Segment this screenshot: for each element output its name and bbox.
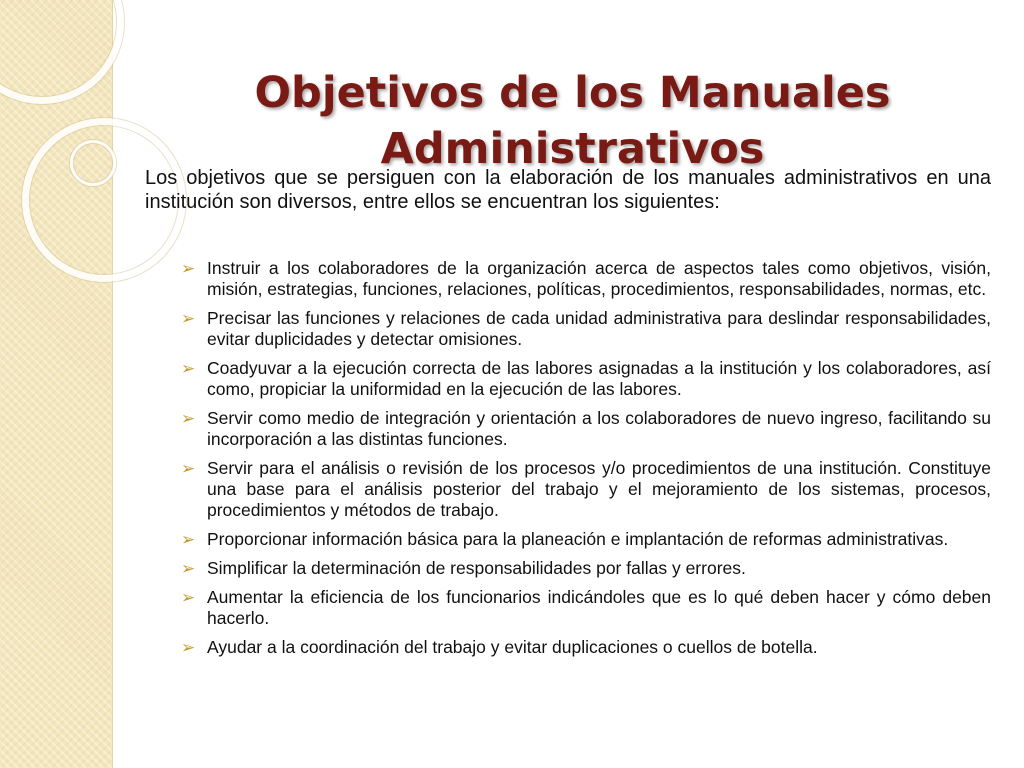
list-item-text: Servir como medio de integración y orientación a los colaboradores de nuevo ingreso, facilitando su incorporación a las distintas funciones.	[207, 408, 991, 449]
list-item-text: Aumentar la eficiencia de los funcionarios indicándoles que es lo qué deben hacer y cómo deben hacerlo.	[207, 587, 991, 628]
arrow-bullet-icon: ➢	[181, 259, 196, 278]
arrow-bullet-icon: ➢	[181, 530, 196, 549]
list-item-text: Simplificar la determinación de responsabilidades por fallas y errores.	[207, 558, 746, 578]
list-item	[145, 358, 991, 400]
list-item	[145, 558, 991, 579]
slide-content	[145, 166, 991, 666]
list-item-text: Coadyuvar a la ejecución correcta de las labores asignadas a la institución y los colaboradores, así como, propiciar la uniformidad en la ejecución de las labores.	[207, 358, 991, 399]
arrow-bullet-icon: ➢	[181, 588, 196, 607]
decorative-sidebar	[0, 0, 113, 768]
list-item	[145, 637, 991, 658]
arrow-bullet-icon: ➢	[181, 638, 196, 657]
arrow-bullet-icon: ➢	[181, 359, 196, 378]
intro-paragraph: Los objetivos que se persiguen con la elaboración de los manuales administrativos en una institución son diversos, entre ellos se encuentran los siguientes:	[145, 167, 991, 213]
list-item	[145, 529, 991, 550]
arrow-bullet-icon: ➢	[181, 559, 196, 578]
arrow-bullet-icon: ➢	[181, 409, 196, 428]
list-item-text: Ayudar a la coordinación del trabajo y evitar duplicaciones o cuellos de botella.	[207, 637, 818, 657]
list-item-text: Precisar las funciones y relaciones de cada unidad administrativa para deslindar responsabilidades, evitar duplicidades y detectar omisiones.	[207, 308, 991, 349]
arrow-bullet-icon: ➢	[181, 309, 196, 328]
slide-title: Objetivos de los Manuales Administrativos	[254, 67, 891, 174]
ring-decoration	[70, 140, 116, 186]
arrow-bullet-icon: ➢	[181, 459, 196, 478]
list-item	[145, 308, 991, 350]
list-item	[145, 458, 991, 521]
list-item-text: Proporcionar información básica para la planeación e implantación de reformas administrativas.	[207, 529, 949, 549]
objectives-list	[145, 258, 991, 658]
list-item-text: Instruir a los colaboradores de la organización acerca de aspectos tales como objetivos, visión, misión, estrategias, funciones, relaciones, políticas, procedimientos, responsabilidades, normas, etc.	[207, 258, 991, 299]
list-item-text: Servir para el análisis o revisión de los procesos y/o procedimientos de una institución. Constituye una base para el análisis posterior del trabajo y el mejoramiento de los sistemas, procesos, procedimientos y métodos de trabajo.	[207, 458, 991, 520]
list-item	[145, 408, 991, 450]
list-item	[145, 258, 991, 300]
ring-decoration	[0, 0, 124, 104]
list-item	[145, 587, 991, 629]
